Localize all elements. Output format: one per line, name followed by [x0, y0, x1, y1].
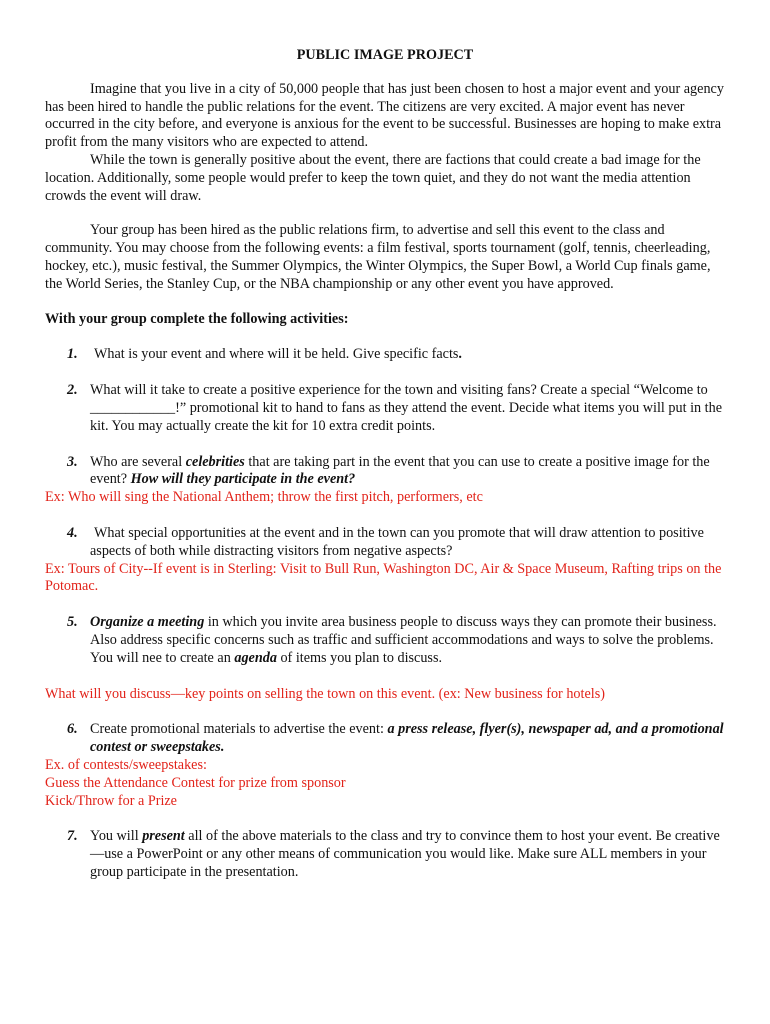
activity-item-3: 3. Who are several celebrities that are taking part in the event that you can use to create a positive image for the event? How will they participate in the event? — [67, 453, 710, 488]
emphasis-materials: a press release, flyer(s), newspaper ad, and a promotional contest or sweepstakes. — [90, 721, 724, 756]
item-text: What special opportunities at the event and in the town can you promote that will draw attention to positive aspects of both while distracting visitors from negative aspects? — [90, 524, 704, 559]
item-number: 4. — [67, 524, 78, 541]
activities-heading: With your group complete the following activities: — [45, 310, 349, 327]
item-number: 1. — [67, 346, 78, 363]
emphasis-meeting: Organize a meeting — [90, 614, 205, 631]
activity-item-2 — [45, 382, 725, 435]
activity-item-6: 6. Create promotional materials to advertise the event: a press release, flyer(s), newspaper ad, and a promotional contest or sweepstakes. — [67, 721, 724, 756]
intro-paragraph-2: While the town is generally positive about the event, there are factions that could create a bad image for the location. Additionally, some people would prefer to keep the town quiet, and they do not want the media attention crowds the event will draw. — [45, 151, 701, 204]
item-number: 3. — [67, 453, 78, 470]
document-page — [45, 47, 725, 900]
example-note-6 — [45, 757, 725, 810]
emphasis-participation: How will they participate in the event? — [130, 471, 356, 488]
activity-item-7: 7. You will present all of the above materials to the class and try to convince them to host your event. Be creative—use a PowerPoint or any other means of communication you would like. Make sure ALL members in your group participate in the presentation. — [67, 828, 720, 880]
item-number: 2. — [67, 382, 78, 399]
activity-item-1: 1. What is your event and where will it be held. Give specific facts. — [67, 346, 462, 363]
page-title: PUBLIC IMAGE PROJECT — [296, 47, 474, 63]
example-line: Guess the Attendance Contest for prize from sponsor — [45, 774, 346, 791]
item-number: 5. — [67, 614, 78, 631]
item-text: What will it take to create a positive experience for the town and visiting fans? Create a special “Welcome to ____________!” promotional kit to hand to fans as they attend the event. Decide what items you will put in the kit. You may actually create the kit for 10 extra credit points. — [90, 382, 723, 434]
emphasis-present: present — [142, 828, 185, 845]
emphasis-celebrities: celebrities — [185, 453, 245, 470]
activity-item-5: 5. Organize a meeting in which you invite area business people to discuss ways they can promote their business. Also address specific concerns such as traffic and sufficient accommodations and ways to solve the problems. You will nee to create an agenda of items you plan to discuss. — [67, 614, 717, 666]
item-text: What is your event and where will it be held. Give specific facts — [94, 346, 459, 363]
example-line: Ex. of contests/sweepstakes: — [45, 756, 207, 773]
intro-paragraph-3: Your group has been hired as the public relations firm, to advertise and sell this event to the class and community. You may choose from the following events: a film festival, sports tournament (golf, tennis, cheerleading, hockey, etc.), music festival, the Summer Olympics, the Winter Olympics, the Super Bowl, a World Cup finals game, the World Series, the Stanley Cup, or the NBA championship or any other event you have approved. — [45, 222, 711, 292]
example-note-4: Ex: Tours of City--If event is in Sterling: Visit to Bull Run, Washington DC, Air & Space Museum, Rafting trips on the Potomac. — [45, 560, 722, 595]
item-number: 6. — [67, 721, 78, 738]
intro-paragraph-1: Imagine that you live in a city of 50,000 people that has just been chosen to host a major event and your agency has been hired to handle the public relations for the event. The citizens are very excited. A major event has never occurred in the city before, and everyone is anxious for the event to be successful. Businesses are hoping to make extra profit from the many visitors who are expected to attend. — [45, 80, 724, 151]
emphasis-agenda: agenda — [234, 649, 277, 666]
item-number: 7. — [67, 828, 78, 845]
example-line: Kick/Throw for a Prize — [45, 792, 177, 809]
example-note-3: Ex: Who will sing the National Anthem; throw the first pitch, performers, etc — [45, 489, 483, 506]
example-note-5: What will you discuss—key points on selling the town on this event. (ex: New business for hotels) — [45, 685, 605, 702]
activity-item-4 — [45, 525, 725, 561]
